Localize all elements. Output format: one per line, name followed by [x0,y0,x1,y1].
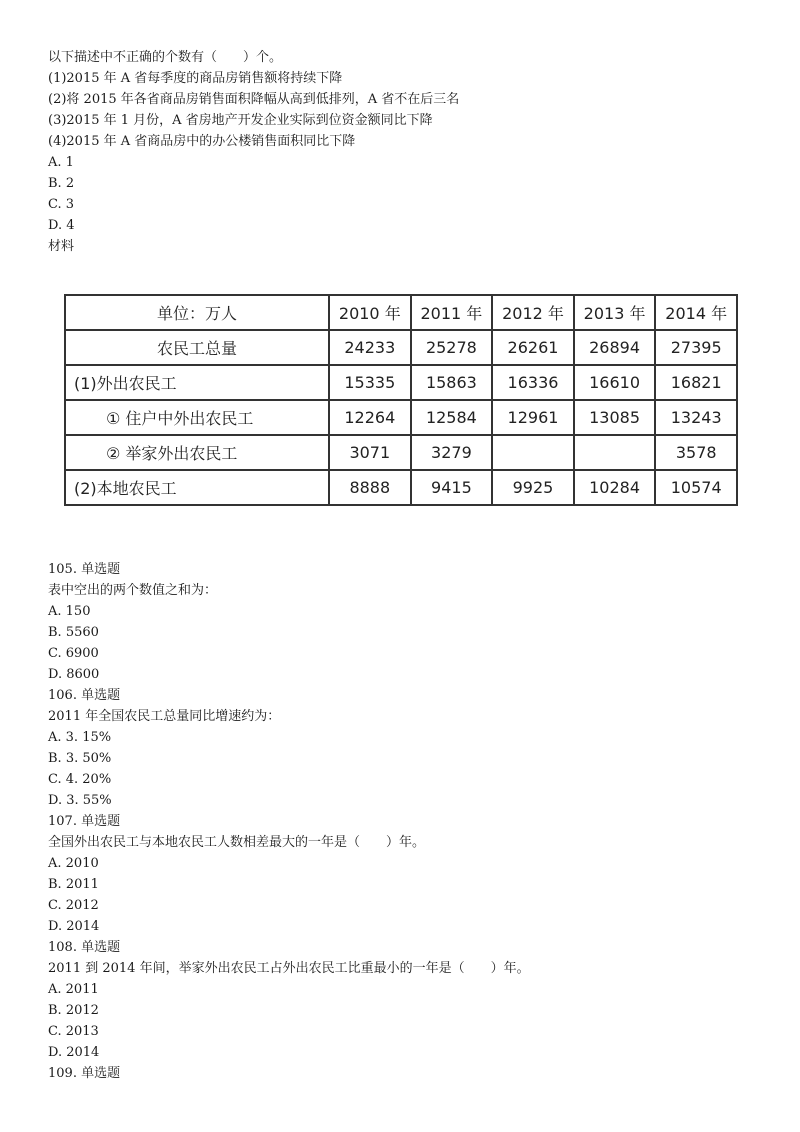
option-c: C. 4. 20% [48,772,112,787]
option-d: D. 3. 55% [48,793,112,808]
table-row [65,400,737,435]
question-stem: 2011 到 2014 年间，举家外出农民工占外出农民工比重最小的一年是（ ）年。 [48,961,530,976]
header-year: 2013 年 [574,295,656,330]
table-cell: 13243 [655,400,737,435]
question-number: 108. 单选题 [48,940,121,955]
intro-statement: (4)2015 年 A 省商品房中的办公楼销售面积同比下降 [48,134,356,149]
option-d: D. 8600 [48,667,100,682]
question-number: 105. 单选题 [48,562,121,577]
table-cell: 26261 [492,330,574,365]
option-d: D. 2014 [48,919,100,934]
table-cell: 8888 [329,470,411,505]
table-cell: 12961 [492,400,574,435]
option-a: A. 2010 [48,856,99,871]
table-cell: 16336 [492,365,574,400]
option-b: B. 5560 [48,625,99,640]
option-c: C. 2012 [48,898,99,913]
intro-question: 以下描述中不正确的个数有（ ）个。 [48,50,283,65]
table-cell: 10574 [655,470,737,505]
intro-option-c: C. 3 [48,197,75,212]
option-a: A. 3. 15% [48,730,112,745]
option-b: B. 2012 [48,1003,99,1018]
table-cell: 12584 [411,400,493,435]
row-label: ① 住户中外出农民工 [65,400,329,435]
intro-option-b: B. 2 [48,176,75,191]
intro-statement: (2)将 2015 年各省商品房销售面积降幅从高到低排列，A 省不在后三名 [48,92,460,107]
question-stem: 2011 年全国农民工总量同比增速约为： [48,709,281,724]
migrant-worker-table [64,294,738,506]
table-row [65,470,737,505]
table-cell: 24233 [329,330,411,365]
table-cell: 3279 [411,435,493,470]
table-cell: 15863 [411,365,493,400]
header-unit: 单位：万人 [65,295,329,330]
question-stem: 表中空出的两个数值之和为： [48,583,218,598]
table-row [65,435,737,470]
intro-statement: (3)2015 年 1 月份，A 省房地产开发企业实际到位资金额同比下降 [48,113,433,128]
table-cell: 25278 [411,330,493,365]
row-label: (2)本地农民工 [65,470,329,505]
table-cell: 10284 [574,470,656,505]
intro-option-a: A. 1 [48,155,74,170]
table-header-row [65,295,737,330]
table-cell-blank [574,435,656,470]
option-b: B. 2011 [48,877,99,892]
question-number: 109. 单选题 [48,1066,121,1081]
option-a: A. 2011 [48,982,99,997]
table-cell: 9925 [492,470,574,505]
header-year: 2010 年 [329,295,411,330]
option-a: A. 150 [48,604,91,619]
table-cell: 26894 [574,330,656,365]
table-cell: 16821 [655,365,737,400]
header-year: 2012 年 [492,295,574,330]
table-cell-blank [492,435,574,470]
row-label: (1)外出农民工 [65,365,329,400]
option-d: D. 2014 [48,1045,100,1060]
table-cell: 9415 [411,470,493,505]
option-b: B. 3. 50% [48,751,112,766]
row-label: ② 举家外出农民工 [65,435,329,470]
question-number: 107. 单选题 [48,814,121,829]
table-cell: 13085 [574,400,656,435]
header-year: 2014 年 [655,295,737,330]
table-cell: 12264 [329,400,411,435]
intro-option-d: D. 4 [48,218,75,233]
intro-statement: (1)2015 年 A 省每季度的商品房销售额将持续下降 [48,71,343,86]
table-cell: 3071 [329,435,411,470]
question-stem: 全国外出农民工与本地农民工人数相差最大的一年是（ ）年。 [48,835,426,850]
question-number: 106. 单选题 [48,688,121,703]
table-cell: 15335 [329,365,411,400]
row-label: 农民工总量 [65,330,329,365]
header-year: 2011 年 [411,295,493,330]
table-row [65,330,737,365]
table-row [65,365,737,400]
option-c: C. 6900 [48,646,99,661]
table-cell: 27395 [655,330,737,365]
option-c: C. 2013 [48,1024,99,1039]
table-cell: 16610 [574,365,656,400]
table-cell: 3578 [655,435,737,470]
material-label: 材料 [48,239,75,254]
